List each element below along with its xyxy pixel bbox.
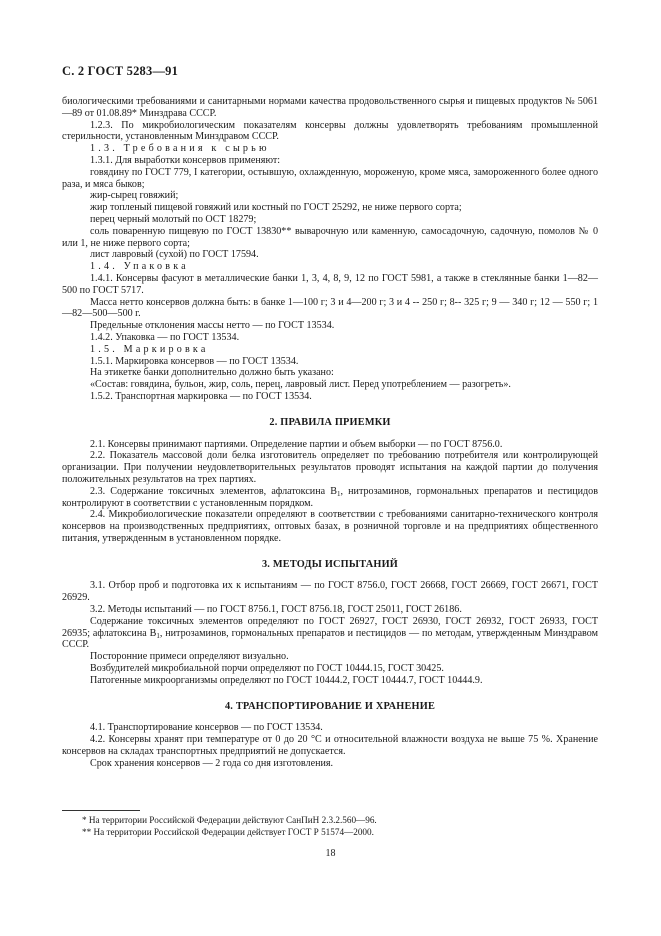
- text-2-3-a: 2.3. Содержание токсичных элементов, афлатоксина В: [90, 485, 337, 497]
- list-item-salt: соль поваренную пищевую по ГОСТ 13830** выварочную или каменную, самосадочную, садочную, помолов № 0 или 1, не ниже первого сорта;: [62, 225, 598, 249]
- list-item-beef: говядину по ГОСТ 779, I категории, остывшую, охлажденную, мороженую, кроме мяса, замороженного более одного раза, и мяса быков;: [62, 166, 598, 190]
- footnote-1: * На территории Российской Федерации действуют СанПиН 2.3.2.560—96.: [82, 815, 377, 825]
- page-header: С. 2 ГОСТ 5283—91: [62, 64, 179, 78]
- paragraph-3-2: 3.2. Методы испытаний — по ГОСТ 8756.1, ГОСТ 8756.18, ГОСТ 25011, ГОСТ 26186.: [90, 604, 462, 616]
- paragraph-4-2: 4.2. Консервы хранят при температуре от 0 до 20 °С и относительной влажности воздуха не выше 75 %. Хранение консервов на складах транспортных предприятий не допускается.: [62, 734, 598, 758]
- paragraph-net-mass: Масса нетто консервов должна быть: в банке 1—100 г; 3 и 4—200 г; 3 и 4 -- 250 г; 8-- 325 г; 9 — 340 г; 12 — 550 г; 1—82—500—500 г.: [62, 296, 598, 320]
- footnote-2: ** На территории Российской Федерации действует ГОСТ Р 51574—2000.: [82, 826, 374, 837]
- subsection-title-1-3: 1.3. Требования к сырью: [90, 143, 270, 155]
- paragraph-2-2: 2.2. Показатель массовой доли белка изготовитель определяет по требованию потребителя или контролирующей организации. При получении неудовлетворительных результатов проводят испытания на каждой партии до получения положительных результатов на трех партиях.: [62, 450, 598, 485]
- paragraph-2-1: 2.1. Консервы принимают партиями. Определение партии и объем выборки — по ГОСТ 8756.0.: [90, 438, 503, 450]
- page-number: 18: [325, 848, 336, 859]
- paragraph-1-4-2: 1.4.2. Упаковка — по ГОСТ 13534.: [90, 331, 240, 343]
- paragraph-1-5-2: 1.5.2. Транспортная маркировка — по ГОСТ 13534.: [90, 390, 312, 402]
- footnotes: [62, 810, 598, 838]
- section-heading-2: 2. ПРАВИЛА ПРИЕМКИ: [269, 416, 391, 428]
- paragraph-toxic-elements: [62, 616, 598, 651]
- subscript-1: 1: [336, 489, 341, 498]
- section-heading-4: 4. ТРАНСПОРТИРОВАНИЕ И ХРАНЕНИЕ: [224, 700, 436, 712]
- paragraph-shelf-life: Срок хранения консервов — 2 года со дня изготовления.: [90, 757, 334, 769]
- paragraph-1-5-1: 1.5.1. Маркировка консервов — по ГОСТ 13534.: [90, 355, 299, 367]
- paragraph-composition: «Состав: говядина, бульон, жир, соль, перец, лавровый лист. Перед употреблением — разогреть».: [90, 379, 511, 391]
- subsection-title-1-5: 1.5. Маркировка: [90, 343, 209, 355]
- section-heading-3: 3. МЕТОДЫ ИСПЫТАНИЙ: [261, 558, 399, 570]
- subsection-title-1-4: 1.4. Упаковка: [90, 261, 189, 273]
- paragraph-2-3: [62, 486, 598, 510]
- paragraph-intro-continuation: биологическими требованиями и санитарными нормами качества продовольственного сырья и пищевых продуктов № 5061—89 от 01.08.89* Минздрава СССР.: [62, 96, 598, 119]
- document-body: [62, 96, 598, 770]
- text-toxic-b: , нитрозаминов, гормональных препаратов и пестицидов — по методам, утвержденным Минздравом СССР.: [62, 627, 598, 651]
- list-item-raw-fat: жир-сырец говяжий;: [90, 190, 179, 202]
- paragraph-spoilage: Возбудителей микробиальной порчи определяют по ГОСТ 10444.15, ГОСТ 30425.: [90, 663, 444, 675]
- list-item-rendered-fat: жир топленый пищевой говяжий или костный по ГОСТ 25292, не ниже первого сорта;: [90, 202, 462, 214]
- subscript-1: 1: [156, 631, 160, 640]
- text-toxic-a: Содержание токсичных элементов определяют по ГОСТ 26927, ГОСТ 26930, ГОСТ 26932, ГОСТ 26933, ГОСТ 26935; афлатоксина В: [62, 615, 598, 639]
- paragraph-label-info: На этикетке банки дополнительно должно быть указано:: [90, 367, 334, 379]
- paragraph-foreign-matter: Посторонние примеси определяют визуально.: [90, 651, 289, 663]
- paragraph-2-4: 2.4. Микробиологические показатели определяют в соответствии с требованиями санитарно-технического контроля консервов на производственных предприятиях, оптовых базах, в розничной торговле и на предприятиях общественного питания, утвержденным в установленном порядке.: [62, 509, 598, 544]
- paragraph-pathogens: Патогенные микроорганизмы определяют по ГОСТ 10444.2, ГОСТ 10444.7, ГОСТ 10444.9.: [90, 674, 483, 686]
- list-item-bay-leaf: лист лавровый (сухой) по ГОСТ 17594.: [90, 249, 259, 261]
- paragraph-1-2-3: 1.2.3. По микробиологическим показателям консервы должны удовлетворять требованиям промышленной стерильности, установленным Минздравом СССР.: [62, 119, 598, 143]
- paragraph-tolerances: Предельные отклонения массы нетто — по ГОСТ 13534.: [90, 320, 335, 332]
- paragraph-1-4-1: 1.4.1. Консервы фасуют в металлические банки 1, 3, 4, 8, 9, 12 по ГОСТ 5981, а также в стеклянные банки 1—82—500 по ГОСТ 5717.: [62, 272, 598, 296]
- paragraph-4-1: 4.1. Транспортирование консервов — по ГОСТ 13534.: [90, 722, 323, 734]
- paragraph-3-1: 3.1. Отбор проб и подготовка их к испытаниям — по ГОСТ 8756.0, ГОСТ 26668, ГОСТ 26669, ГОСТ 26671, ГОСТ 26929.: [62, 580, 598, 604]
- footnote-divider: [62, 810, 140, 811]
- text-2-3-b: , нитрозаминов, гормональных препаратов и пестицидов контролируют в соответствии с установленным порядком.: [62, 485, 598, 509]
- list-item-pepper: перец черный молотый по ОСТ 18279;: [90, 213, 257, 225]
- paragraph-1-3-1: 1.3.1. Для выработки консервов применяют:: [90, 154, 281, 166]
